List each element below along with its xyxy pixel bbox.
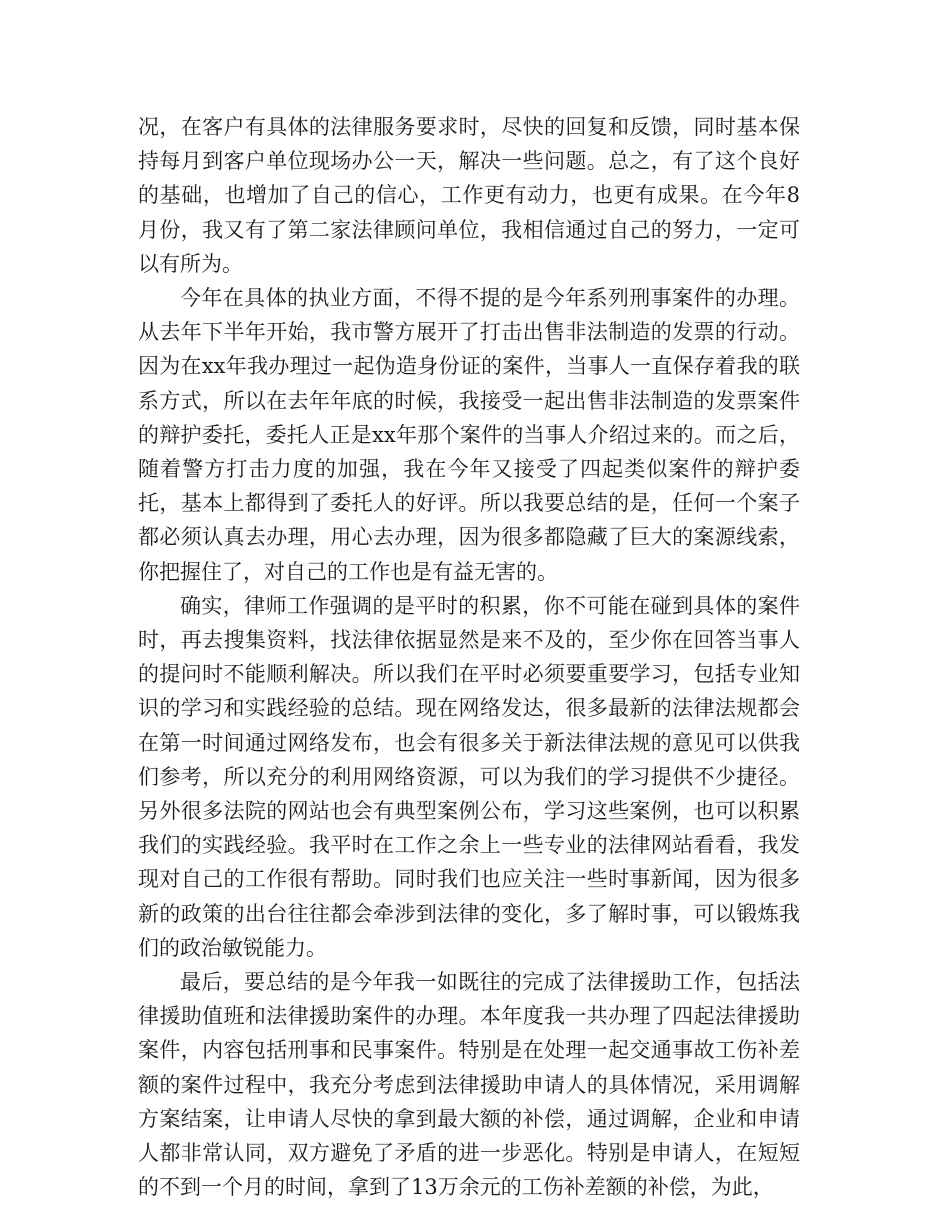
paragraph-2: 今年在具体的执业方面，不得不提的是今年系列刑事案件的办理。从去年下半年开始，我市警方展开了打击出售非法制造的发票的行动。因为在xx年我办理过一起伪造身份证的案件，当事人一直保存着我的联系方式，所以在去年年底的时候，我接受一起出售非法制造的发票案件的辩护委托，委托人正是xx年那个案件的当事人介绍过来的。而之后，随着警方打击力度的加强，我在今年又接受了四起类似案件的辩护委托，基本上都得到了委托人的好评。所以我要总结的是，任何一个案子都必须认真去办理，用心去办理，因为很多都隐藏了巨大的案源线索，你把握住了，对自己的工作也是有益无害的。	[138, 286, 800, 584]
paragraph-4: 最后，要总结的是今年我一如既往的完成了法律援助工作，包括法律援助值班和法律援助案件的办理。本年度我一共办理了四起法律援助案件，内容包括刑事和民事案件。特别是在处理一起交通事故工伤补差额的案件过程中，我充分考虑到法律援助申请人的具体情况，采用调解方案结案，让申请人尽快的拿到最大额的补偿，通过调解，企业和申请人都非常认同，双方避免了矛盾的进一步恶化。特别是申请人，在短短的不到一个月的时间，拿到了13万余元的工伤补差额的补偿，为此，	[138, 970, 800, 1200]
document-body	[138, 110, 800, 1205]
paragraph-3: 确实，律师工作强调的是平时的积累，你不可能在碰到具体的案件时，再去搜集资料，找法律依据显然是来不及的，至少你在回答当事人的提问时不能顺利解决。所以我们在平时必须要重要学习，包括专业知识的学习和实践经验的总结。现在网络发达，很多最新的法律法规都会在第一时间通过网络发布，也会有很多关于新法律法规的意见可以供我们参考，所以充分的利用网络资源，可以为我们的学习提供不少捷径。另外很多法院的网站也会有典型案例公布，学习这些案例，也可以积累我们的实践经验。我平时在工作之余上一些专业的法律网站看看，我发现对自己的工作很有帮助。同时我们也应关注一些时事新闻，因为很多新的政策的出台往往都会牵涉到法律的变化，多了解时事，可以锻炼我们的政治敏锐能力。	[138, 593, 800, 960]
paragraph-1: 况，在客户有具体的法律服务要求时，尽快的回复和反馈，同时基本保持每月到客户单位现场办公一天，解决一些问题。总之，有了这个良好的基础，也增加了自己的信心，工作更有动力，也更有成果。在今年8月份，我又有了第二家法律顾问单位，我相信通过自己的努力，一定可以有所为。	[138, 115, 800, 276]
